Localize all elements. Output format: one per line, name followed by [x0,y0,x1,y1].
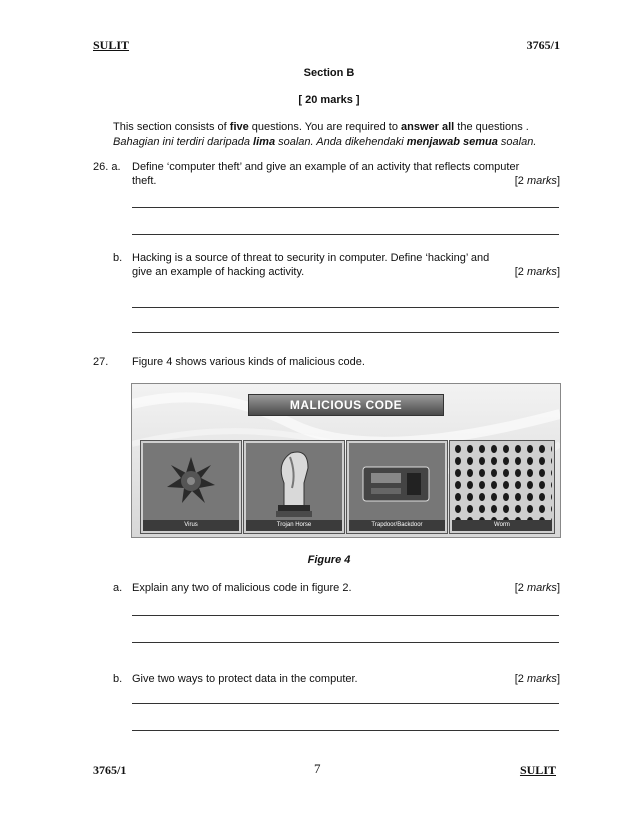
trapdoor-icon [349,443,445,520]
section-title: Section B [303,67,355,79]
footer-sulit: SULIT [519,763,556,777]
question-26b-marks: [2 marks] [514,266,560,278]
panel-caption: Virus [143,520,239,531]
answer-line[interactable] [132,615,559,616]
header-paper-code: 3765/1 [526,38,560,52]
panel-caption: Worm [452,520,552,531]
figure-banner: MALICIOUS CODE [248,394,444,416]
answer-line[interactable] [132,207,559,208]
question-27-text: Figure 4 shows various kinds of malicious code. [132,356,365,368]
question-26a-line2: theft. [132,175,157,187]
worm-icon [452,443,552,520]
answer-line[interactable] [132,332,559,333]
answer-line[interactable] [132,703,559,704]
question-26a-marks: [2 marks] [514,175,560,187]
panel-caption: Trojan Horse [246,520,342,531]
figure-caption: Figure 4 [307,554,351,566]
question-27-number: 27. [93,356,109,368]
header-sulit: SULIT [93,38,130,52]
question-27b-marks: [2 marks] [514,673,560,685]
answer-line[interactable] [132,234,559,235]
panel-virus [141,441,241,533]
question-27b-label: b. [113,673,123,685]
question-27a-label: a. [113,582,123,594]
question-27a-marks: [2 marks] [514,582,560,594]
answer-line[interactable] [132,307,559,308]
footer-paper-code: 3765/1 [93,763,127,777]
answer-line[interactable] [132,642,559,643]
panel-trapdoor [347,441,447,533]
question-26a-number: 26. a. [93,161,121,173]
virus-icon [143,443,239,520]
panel-trojan-horse [244,441,344,533]
instruction-english: This section consists of five questions. You are required to answer all the questions . [113,121,529,133]
question-26a-line1: Define ‘computer theft’ and give an example of an activity that reflects computer [132,161,520,173]
question-26b-label: b. [113,252,123,264]
question-27a-text: Explain any two of malicious code in figure 2. [132,582,352,594]
section-marks: [ 20 marks ] [298,94,360,106]
answer-line[interactable] [132,730,559,731]
panel-worm [450,441,554,533]
trojan-horse-icon [246,443,342,520]
figure-malicious-code [131,383,561,538]
question-27b-text: Give two ways to protect data in the computer. [132,673,358,685]
question-26b-line2: give an example of hacking activity. [132,266,305,278]
question-26b-line1: Hacking is a source of threat to security in computer. Define ‘hacking’ and [132,252,490,264]
panel-caption: Trapdoor/Backdoor [349,520,445,531]
instruction-malay: Bahagian ini terdiri daripada lima soalan. Anda dikehendaki menjawab semua soalan. [113,136,537,148]
page-number: 7 [314,761,321,776]
